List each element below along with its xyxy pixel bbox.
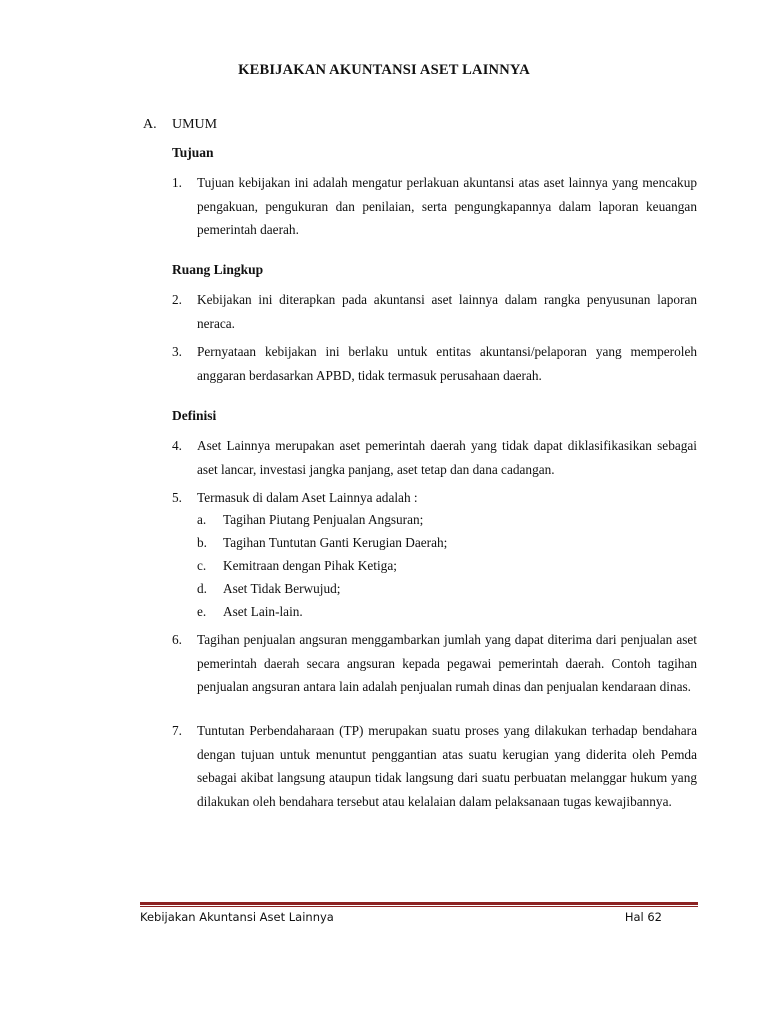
sub-item-letter: d. — [197, 581, 207, 596]
sub-item-e — [197, 600, 303, 623]
subheading-tujuan: Tujuan — [172, 145, 214, 160]
item-text: Pernyataan kebijakan ini berlaku untuk entitas akuntansi/pelaporan yang memperoleh anggaran berdasarkan APBD, tidak termasuk perusahaan daerah. — [197, 344, 697, 383]
section-heading: UMUM — [172, 117, 218, 132]
sub-item-b — [197, 531, 447, 554]
sub-item-text: Kemitraan dengan Pihak Ketiga; — [223, 558, 397, 573]
list-item-5 — [172, 486, 697, 510]
item-number: 3. — [172, 344, 182, 359]
sub-item-text: Tagihan Piutang Penjualan Angsuran; — [223, 512, 424, 527]
item-number: 5. — [172, 490, 182, 505]
sub-item-c — [197, 554, 397, 577]
item-text: Termasuk di dalam Aset Lainnya adalah : — [197, 490, 418, 505]
list-item-3 — [172, 340, 697, 387]
list-item-2 — [172, 288, 697, 335]
list-item-1 — [172, 171, 697, 242]
item-text: Aset Lainnya merupakan aset pemerintah daerah yang tidak dapat diklasifikasikan sebagai aset lancar, investasi jangka panjang, aset tetap dan dana cadangan. — [197, 438, 697, 477]
list-item-7 — [172, 719, 697, 813]
document-title: KEBIJAKAN AKUNTANSI ASET LAINNYA — [238, 62, 530, 78]
footer-rule-thin — [140, 906, 698, 907]
subheading-definisi: Definisi — [172, 408, 217, 423]
item-number: 4. — [172, 438, 182, 453]
footer-page-number: Hal 62 — [624, 910, 662, 924]
sub-item-a — [197, 508, 423, 531]
section-letter: A. — [143, 117, 157, 132]
item-number: 6. — [172, 632, 182, 647]
sub-item-text: Tagihan Tuntutan Ganti Kerugian Daerah; — [223, 535, 448, 550]
item-text: Kebijakan ini diterapkan pada akuntansi aset lainnya dalam rangka penyusunan laporan neraca. — [197, 292, 697, 331]
sub-item-text: Aset Lain-lain. — [223, 604, 303, 619]
footer-rule-thick — [140, 902, 698, 905]
item-number: 7. — [172, 723, 182, 738]
item-text: Tujuan kebijakan ini adalah mengatur perlakuan akuntansi atas aset lainnya yang mencakup pengakuan, pengukuran dan penilaian, serta pengungkapannya dalam laporan keuangan pemerintah daerah. — [197, 175, 697, 237]
sub-item-letter: e. — [197, 604, 207, 619]
subheading-ruang-lingkup: Ruang Lingkup — [172, 262, 264, 277]
item-number: 1. — [172, 175, 182, 190]
footer-document-name: Kebijakan Akuntansi Aset Lainnya — [140, 910, 334, 924]
item-text: Tuntutan Perbendaharaan (TP) merupakan suatu proses yang dilakukan terhadap bendahara dengan tujuan untuk menuntut penggantian atas suatu kerugian yang diderita oleh Pemda sebagai akibat langsung ataupun tidak langsung dari suatu perbuatan melanggar hukum yang dilakukan oleh bendahara tersebut atau kelalaian dalam pelaksanaan tugas kewajibannya. — [197, 723, 697, 809]
item-number: 2. — [172, 292, 182, 307]
sub-item-text: Aset Tidak Berwujud; — [223, 581, 341, 596]
list-item-6 — [172, 628, 697, 699]
sub-item-letter: b. — [197, 535, 207, 550]
sub-item-d — [197, 577, 340, 600]
sub-item-letter: c. — [197, 558, 207, 573]
sub-item-letter: a. — [197, 512, 207, 527]
list-item-4 — [172, 434, 697, 481]
item-text: Tagihan penjualan angsuran menggambarkan jumlah yang dapat diterima dari penjualan aset pemerintah daerah secara angsuran kepada pegawai pemerintah daerah. Contoh tagihan penjualan angsuran antara lain adalah penjualan rumah dinas dan penjualan kendaraan dinas. — [197, 632, 697, 694]
